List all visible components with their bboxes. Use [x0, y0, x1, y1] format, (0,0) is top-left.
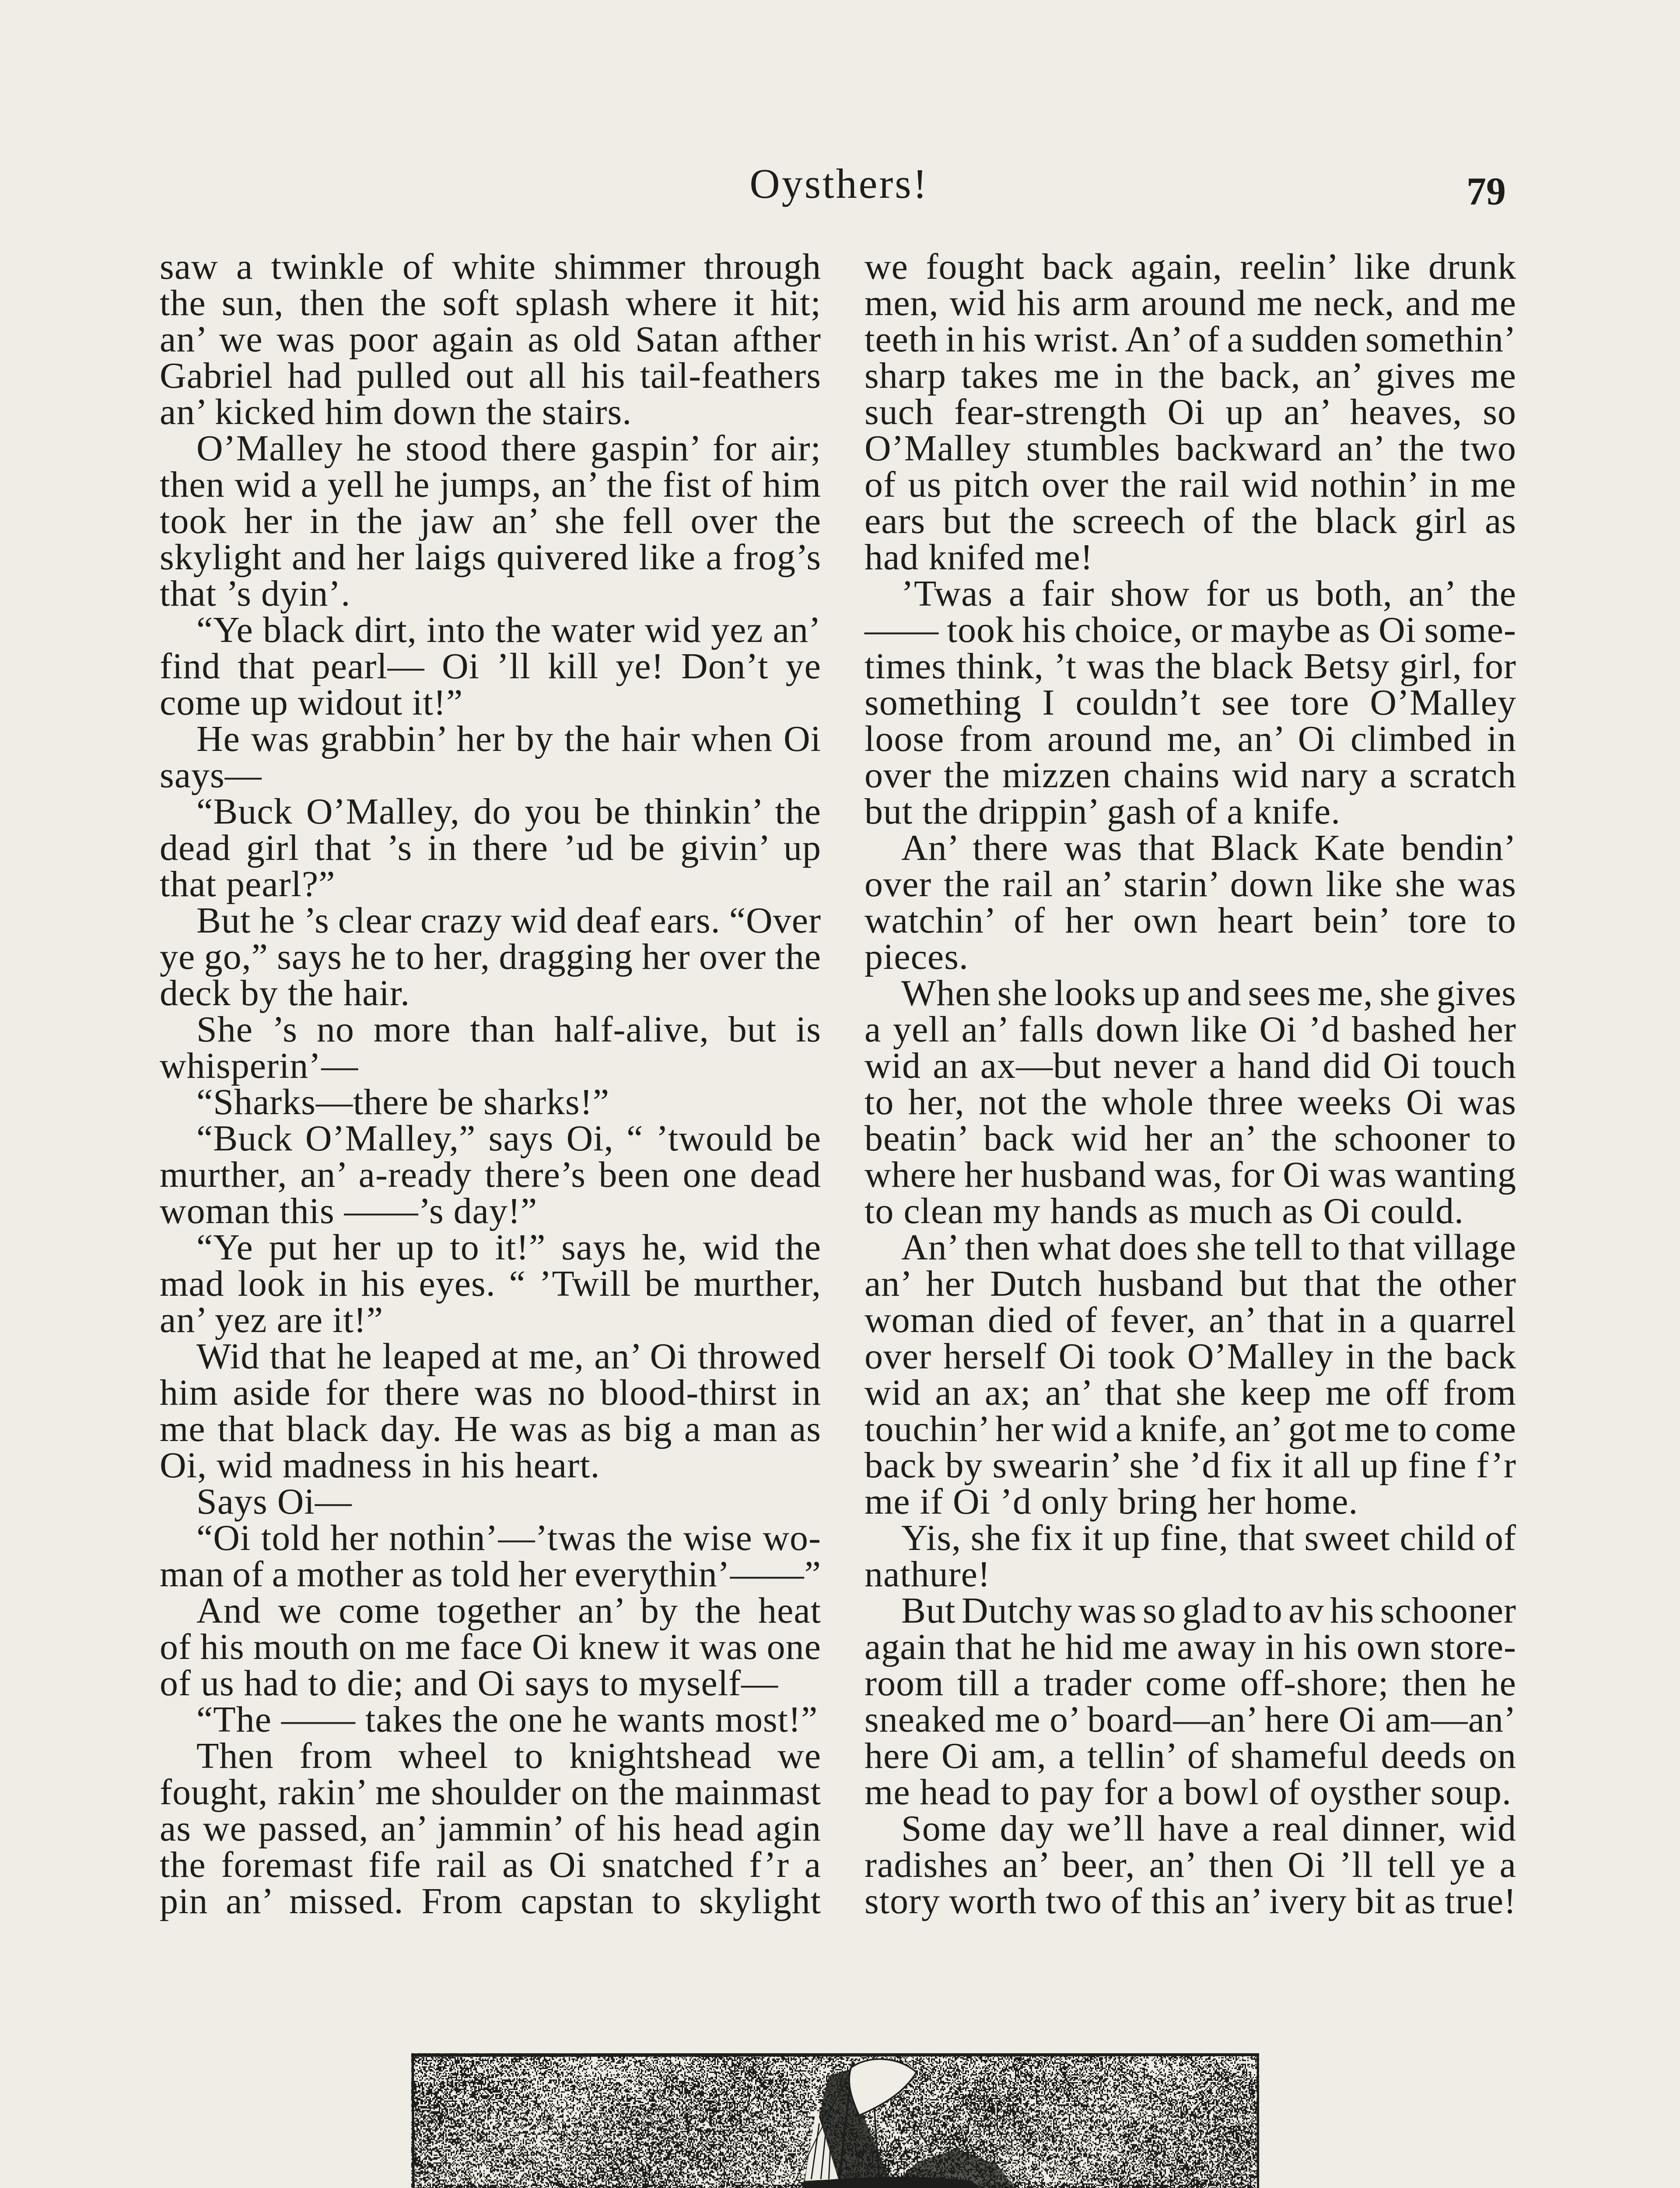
text-line: skylight and her laigs quivered like a frog’s	[160, 537, 822, 578]
text-line: story worth two of this an’ ivery bit as true!	[864, 1881, 1517, 1922]
text-line: that ’s dyin’.	[160, 573, 351, 614]
paragraph	[160, 1084, 821, 1120]
text-line: where her husband was, for Oi was wanting	[864, 1154, 1516, 1195]
text-line: the sun, then the soft splash where it hit;	[160, 283, 821, 323]
text-line: ’Twas a fair show for us both, an’ the	[901, 573, 1517, 614]
text-line: here Oi am, a tellin’ of shameful deeds on	[864, 1736, 1516, 1776]
text-line: But Dutchy was so glad to av his schooner	[901, 1590, 1516, 1631]
text-line: pin an’ missed. From capstan to skylight	[160, 1881, 821, 1922]
text-line: of us had to die; and Oi says to myself—	[160, 1663, 779, 1704]
text-line: beatin’ back wid her an’ the schooner to	[864, 1118, 1517, 1159]
text-line: An’ then what does she tell to that village	[901, 1227, 1517, 1268]
text-line: then wid a yell he jumps, an’ the fist of him	[160, 464, 822, 505]
text-line: nathure!	[864, 1554, 990, 1595]
text-line: a yell an’ falls down like Oi ’d bashed her	[864, 1009, 1517, 1050]
text-line: loose from around me, an’ Oi climbed in	[864, 719, 1517, 759]
text-line: She ’s no more than half-alive, but is	[196, 1009, 821, 1050]
text-line: that pearl?”	[160, 864, 336, 905]
text-line: me that black day. He was as big a man as	[160, 1409, 821, 1449]
paragraph	[160, 430, 821, 612]
text-line: Some day we’ll have a real dinner, wid	[901, 1808, 1517, 1849]
text-line: mad look in his eyes. “ ’Twill be murther,	[160, 1263, 822, 1304]
text-line: wid an ax; an’ that she keep me off from	[864, 1372, 1516, 1413]
text-line: saw a twinkle of white shimmer through	[160, 246, 822, 287]
text-line: something I couldn’t see tore O’Malley	[864, 682, 1516, 723]
paragraph	[160, 612, 821, 721]
text-line: Then from wheel to knightshead we	[196, 1736, 822, 1776]
text-line: “Buck O’Malley,” says Oi, “ ’twould be	[196, 1118, 821, 1159]
text-line: Gabriel had pulled out all his tail-feathers	[160, 355, 821, 396]
text-line: me head to pay for a bowl of oysther soup.	[864, 1772, 1512, 1813]
text-line: find that pearl— Oi ’ll kill ye! Don’t ye	[160, 646, 821, 687]
text-line: O’Malley stumbles backward an’ the two	[864, 428, 1517, 469]
text-line: an’ yez are it!”	[160, 1300, 384, 1340]
text-line: fought, rakin’ me shoulder on the mainmast	[160, 1772, 821, 1813]
text-line: But he ’s clear crazy wid deaf ears. “Over	[196, 900, 821, 941]
text-line: murther, an’ a-ready there’s been one dead	[160, 1154, 821, 1195]
text-line: men, wid his arm around me neck, and me	[864, 283, 1517, 323]
paragraph	[864, 830, 1516, 975]
text-line: —— took his choice, or maybe as Oi some-	[864, 610, 1516, 650]
paragraph	[160, 719, 822, 796]
text-line: come up widout it!”	[160, 682, 463, 723]
text-line: back by swearin’ she ’d fix it all up fine f’r	[864, 1445, 1516, 1486]
text-line: man of a mother as told her everythin’——”	[160, 1554, 821, 1595]
text-line: an’ we was poor again as old Satan afther	[160, 319, 822, 360]
text-line: ears but the screech of the black girl as	[864, 501, 1516, 541]
paragraph	[864, 975, 1516, 1229]
running-head-title: Oysthers!	[749, 160, 929, 207]
text-line: to her, not the whole three weeks Oi was	[864, 1082, 1516, 1122]
paragraph	[160, 902, 821, 1011]
text-line: as we passed, an’ jammin’ of his head agin	[160, 1808, 822, 1849]
text-line: pieces.	[864, 936, 969, 977]
text-line: woman died of fever, an’ that in a quarrel	[864, 1300, 1516, 1340]
text-line: we fought back again, reelin’ like drunk	[864, 246, 1517, 287]
text-line: an’ her Dutch husband but that the other	[864, 1263, 1516, 1304]
text-line: Says Oi—	[196, 1481, 352, 1522]
text-line: over herself Oi took O’Malley in the back	[864, 1336, 1517, 1377]
text-line: whisperin’—	[160, 1045, 359, 1086]
text-line: Oi, wid madness in his heart.	[160, 1445, 600, 1486]
text-line: such fear-strength Oi up an’ heaves, so	[864, 392, 1517, 432]
paragraph	[160, 1590, 822, 1704]
text-line: Wid that he leaped at me, an’ Oi throwed	[196, 1336, 821, 1377]
text-line: “Ye black dirt, into the water wid yez an’	[196, 610, 822, 650]
text-line: him aside for there was no blood-thirst in	[160, 1372, 822, 1413]
text-line: O’Malley he stood there gaspin’ for air;	[196, 428, 821, 469]
text-line: but the drippin’ gash of a knife.	[864, 791, 1341, 832]
text-line: When she looks up and sees me, she gives	[901, 973, 1516, 1013]
page-number: 79	[1466, 170, 1506, 213]
text-line: “Sharks—there be sharks!”	[196, 1082, 609, 1122]
paragraph	[864, 1808, 1517, 1922]
text-line: teeth in his wrist. An’ of a sudden somethin’	[864, 319, 1516, 360]
text-line: me if Oi ’d only bring her home.	[864, 1481, 1358, 1522]
text-line: had knifed me!	[864, 537, 1093, 578]
text-line: “Ye put her up to it!” says he, wid the	[196, 1227, 821, 1268]
illustration-left-edge	[413, 2053, 414, 2188]
text-line: woman this ——’s day!”	[160, 1191, 538, 1231]
left-text-column	[160, 246, 822, 1922]
paragraph	[864, 1518, 1516, 1595]
right-text-column	[864, 246, 1517, 1922]
text-line: touchin’ her wid a knife, an’ got me to come	[864, 1409, 1516, 1449]
paragraph	[160, 1120, 821, 1229]
paragraph	[160, 1011, 821, 1084]
paragraph	[864, 575, 1516, 830]
text-line: to clean my hands as much as Oi could.	[864, 1191, 1464, 1231]
paragraph	[864, 1590, 1516, 1813]
text-line: of us pitch over the rail wid nothin’ in me	[864, 464, 1517, 505]
paragraph	[160, 791, 821, 905]
text-line: sharp takes me in the back, an’ gives me	[864, 355, 1516, 396]
paragraph	[160, 1483, 821, 1520]
paragraph	[160, 1736, 822, 1922]
ship-illustration	[411, 2053, 1259, 2188]
text-line: watchin’ of her own heart bein’ tore to	[864, 900, 1516, 941]
text-line: took her in the jaw an’ she fell over the	[160, 501, 822, 541]
text-line: ye go,” says he to her, dragging her over the	[160, 936, 821, 977]
text-line: sneaked me o’ board—an’ here Oi am—an’	[864, 1699, 1516, 1740]
text-line: an’ kicked him down the stairs.	[160, 392, 632, 432]
text-line: “Oi told her nothin’—’twas the wise wo-	[196, 1518, 821, 1558]
text-line: again that he hid me away in his own store-	[864, 1627, 1516, 1667]
text-line: radishes an’ beer, an’ then Oi ’ll tell ye a	[864, 1844, 1516, 1885]
illustration-drawing	[411, 2053, 1259, 2188]
text-line: He was grabbin’ her by the hair when Oi	[196, 719, 822, 759]
text-line: An’ there was that Black Kate bendin’	[901, 828, 1517, 868]
text-line: of his mouth on me face Oi knew it was one	[160, 1627, 821, 1667]
text-line: dead girl that ’s in there ’ud be givin’ up	[160, 828, 821, 868]
text-line: “The —— takes the one he wants most!”	[196, 1699, 818, 1740]
text-line: “Buck O’Malley, do you be thinkin’ the	[196, 791, 821, 832]
text-line: And we come together an’ by the heat	[196, 1590, 822, 1631]
paragraph	[160, 246, 822, 432]
paragraph	[864, 1229, 1516, 1520]
text-line: room till a trader come off-shore; then he	[864, 1663, 1516, 1704]
text-line: the foremast fife rail as Oi snatched f’r a	[160, 1844, 822, 1885]
text-line: Yis, she fix it up fine, that sweet child of	[901, 1518, 1516, 1558]
text-line: says—	[160, 755, 262, 796]
paragraph	[864, 246, 1517, 578]
paragraph	[160, 1701, 821, 1738]
text-line: deck by the hair.	[160, 973, 410, 1013]
text-line: over the mizzen chains wid nary a scratch	[864, 755, 1517, 796]
text-line: wid an ax—but never a hand did Oi touch	[864, 1045, 1516, 1086]
paragraph	[160, 1229, 821, 1338]
paragraph	[160, 1336, 822, 1486]
paragraph	[160, 1518, 821, 1595]
text-line: times think, ’t was the black Betsy girl, for	[864, 646, 1516, 687]
text-line: over the rail an’ starin’ down like she was	[864, 864, 1516, 905]
